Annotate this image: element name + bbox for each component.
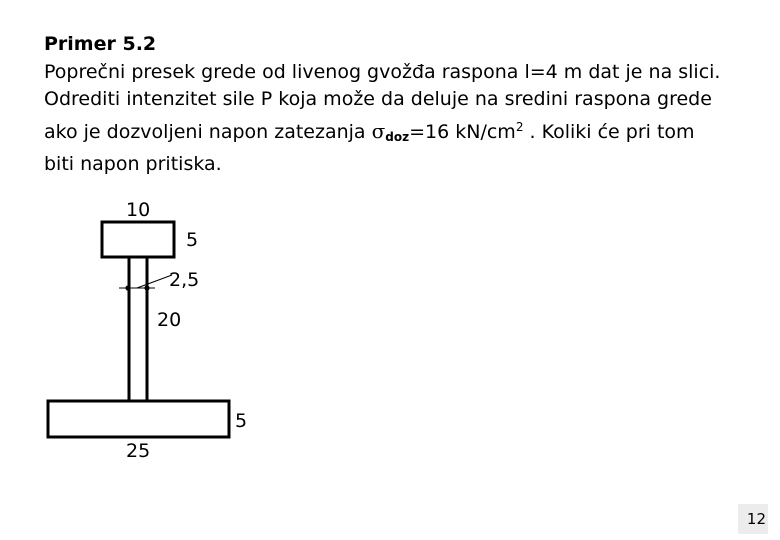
web-dimension-dot-left [125,285,130,290]
problem-line-2: Odrediti intenzitet sile P koja može da deluje na sredini raspona grede [44,88,712,110]
dim-top-flange-width: 10 [126,199,151,221]
sigma-subscript: doz [385,129,410,144]
unit-superscript: 2 [515,119,524,134]
problem-line-3-end: . Koliki će pri tom [523,120,695,143]
sigma-symbol: σ [371,118,386,143]
web-dimension-pointer [137,275,172,288]
problem-line-3-start: ako je dozvoljeni napon zatezanja [44,120,372,143]
problem-line-3-value: =16 kN/cm [409,120,516,143]
dim-web-height: 20 [157,309,182,331]
problem-line-1: Poprečni presek grede od livenog gvožđa raspona l=4 m dat je na slici. [44,60,721,83]
dim-bottom-flange-height: 5 [235,410,248,432]
dim-bottom-flange-width: 25 [126,440,151,462]
web-dimension-dot-right [144,285,149,290]
problem-title: Primer 5.2 [44,33,157,55]
top-flange [102,222,174,257]
dim-top-flange-height: 5 [186,229,199,251]
problem-line-4: biti napon pritiska. [44,153,222,175]
bottom-flange [48,401,229,437]
dim-web-thickness: 2,5 [169,269,200,291]
page-number: 12 [738,504,768,534]
